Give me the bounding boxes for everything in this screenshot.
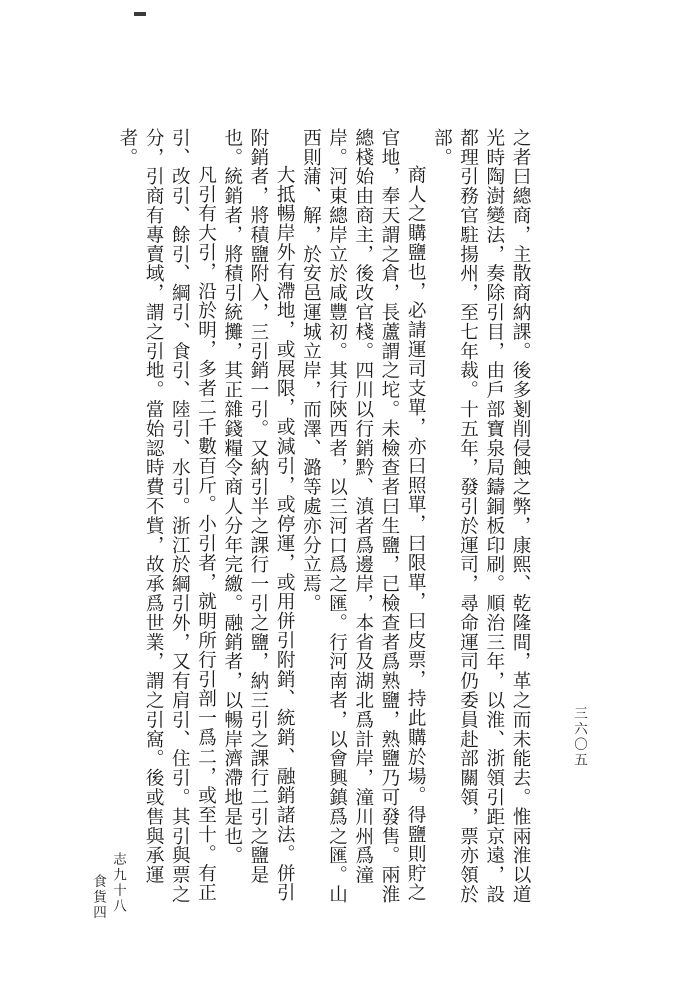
paragraph-3: 大抵暢岸外有滯地，或展限，或減引，或停運，或用併引附銷、統銷、融銷諸法。併引附銷者，將積鹽附入，三引銷一引。又納引半之課行一引之鹽，納三引之課行二引之鹽是也。統銷者，將積引統攤，其正雜錢糧令商人分年完繳。融銷者，以暢岸濟滯地是也。 xyxy=(221,128,296,903)
scan-mark xyxy=(134,12,146,16)
page-number: 三六〇五 xyxy=(571,706,587,768)
running-head-volume: 志九十八 xyxy=(110,852,126,914)
paragraph-1: 之者曰總商，主散商納課。後多剗削侵蝕之弊，康熙、乾隆間，革之而未能去。惟兩淮以道光時陶澍變法，奏除引目，由戶部寶泉局鑄銅板印刷。順治三年，以淮、浙領引距京遠，設都理引務官駐揚州，至七年裁。十五年，發引於運司，尋命運司仍委員赴部關領，票亦領於部。 xyxy=(431,128,531,904)
main-text xyxy=(114,128,533,908)
paragraph-2: 商人之購鹽也，必請運司支單，亦曰照單，曰限單，曰皮票，持此購於場。得鹽則貯之官地，奉天謂之倉，長蘆謂之坨。未檢查者曰生鹽，已檢查者爲熟鹽，熟鹽乃可發售。兩淮總棧始由商主，後改官棧。四川以行銷黔、滇者爲邊岸，本省及湖北爲計岸，潼川州爲潼岸。河東總岸立於咸豐初。其行陝西者，以三河口爲之匯。行河南者，以會興鎮爲之匯。山西則蒲、解，於安邑運城立岸，而澤、潞等處亦分立焉。 xyxy=(300,128,427,904)
paragraph-4: 凡引有大引，沿於明，多者二千數百斤。小引者，就明所行引剖一爲二，或至十。有正引、改引、餘引、綱引、食引、陸引、水引。浙江於綱引外，又有肩引、住引。其引與票之分，引商有專賣域，謂之引地。當始認時費不貲，故承爲世業，謂之引窩。後或售與承運者。 xyxy=(116,128,217,904)
running-head-section: 食貨四 xyxy=(90,874,106,921)
running-head xyxy=(88,852,128,921)
